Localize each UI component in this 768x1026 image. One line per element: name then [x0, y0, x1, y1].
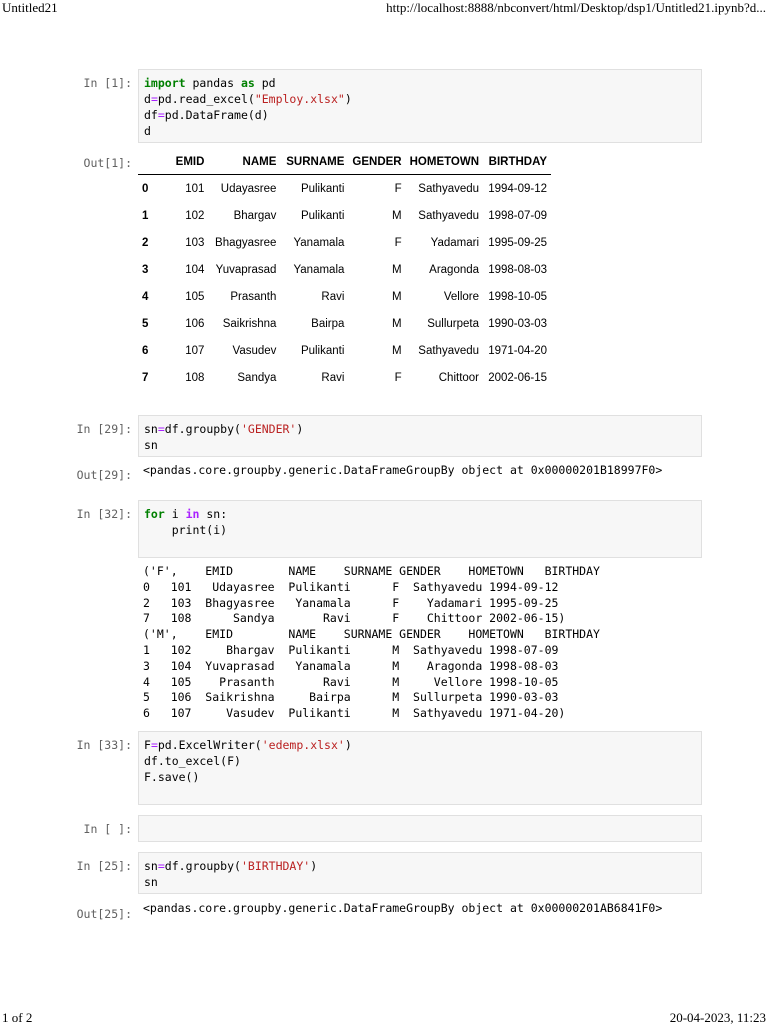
table-cell: Sathyavedu [418, 344, 480, 357]
out-prompt-25: Out[25]: [76, 907, 132, 921]
code-cell-25-source: sn=df.groupby('BIRTHDAY') sn [144, 859, 318, 889]
in-prompt-1: In [1]: [83, 76, 132, 90]
code-cell-1-source: import pandas as pd d=pd.read_excel("Employ.xlsx") df=pd.DataFrame(d) d [144, 76, 352, 138]
output-32: ('F', EMID NAME SURNAME GENDER HOMETOWN BIRTHDAY 0 101 Udayasree Pulikanti F Sathyavedu 1994-09-12 2 103 Bhagyasree Yanamala F Yadamari 1995-09-25 7 108 Sandya Ravi F Chittoor 2002-06-15) ('M', EMID NAME SURNAME GENDER HOMETOWN BIRTHDAY 1 102 Bhargav Pulikanti M Sathyavedu 1998-07-09 3 104 Yuvaprasad Yanamala M Aragonda 1998-08-03 4 105 Prasanth Ravi M Vellore 1998-10-05 5 106 Saikrishna Bairpa M Sullurpeta 1990-03-03 6 107 Vasudev Pulikanti M Sathyavedu 1971-04-20) [143, 564, 600, 721]
table-cell: M [392, 263, 402, 276]
table-cell: 103 [185, 236, 205, 249]
table-cell: M [392, 290, 402, 303]
table-cell: Sathyavedu [418, 182, 480, 195]
table-cell: Ravi [321, 371, 345, 384]
table-cell: Yanamala [293, 263, 345, 276]
code-cell-1[interactable] [138, 69, 702, 143]
column-header: HOMETOWN [406, 150, 483, 175]
output-29: <pandas.core.groupby.generic.DataFrameGroupBy object at 0x00000201B18997F0> [143, 463, 663, 477]
output-25: <pandas.core.groupby.generic.DataFrameGroupBy object at 0x00000201AB6841F0> [143, 901, 663, 915]
table-cell: 107 [185, 344, 205, 357]
code-cell-33-source: F=pd.ExcelWriter('edemp.xlsx') df.to_excel(F) F.save() [144, 738, 352, 784]
table-cell: 1998-10-05 [488, 290, 548, 303]
table-row [138, 229, 551, 256]
table-cell: M [392, 209, 402, 222]
table-cell: 108 [185, 371, 205, 384]
in-prompt-25: In [25]: [76, 859, 132, 873]
table-cell: 2002-06-15 [488, 371, 548, 384]
code-cell-29-source: sn=df.groupby('GENDER') sn [144, 422, 304, 452]
table-cell: Ravi [321, 290, 345, 303]
table-cell: Vellore [443, 290, 480, 303]
page-header-url: http://localhost:8888/nbconvert/html/Desktop/dsp1/Untitled21.ipynb?d... [386, 0, 766, 15]
index-header [138, 150, 160, 175]
table-cell: Saikrishna [222, 317, 277, 330]
table-cell: Pulikanti [300, 344, 345, 357]
table-cell: 101 [185, 182, 205, 195]
row-index: 2 [142, 236, 149, 249]
dataframe-table [138, 150, 551, 391]
column-header: NAME [208, 150, 280, 175]
table-cell: 1998-07-09 [488, 209, 548, 222]
row-index: 4 [142, 290, 149, 303]
row-index: 5 [142, 317, 149, 330]
code-cell-25[interactable] [138, 852, 702, 894]
table-cell: Yanamala [293, 236, 345, 249]
out-prompt-29: Out[29]: [76, 468, 132, 482]
out-prompt-1: Out[1]: [83, 156, 132, 170]
table-row [138, 175, 551, 203]
row-index: 3 [142, 263, 149, 276]
table-row [138, 310, 551, 337]
table-cell: Sullurpeta [427, 317, 480, 330]
table-cell: Sathyavedu [418, 209, 480, 222]
table-cell: Yuvaprasad [215, 263, 277, 276]
table-cell: Vasudev [232, 344, 277, 357]
table-cell: 106 [185, 317, 205, 330]
table-row [138, 337, 551, 364]
column-header: BIRTHDAY [483, 150, 551, 175]
table-cell: M [392, 317, 402, 330]
table-cell: 104 [185, 263, 205, 276]
table-cell: Yadamari [430, 236, 480, 249]
row-index: 7 [142, 371, 149, 384]
page-number: 1 of 2 [2, 1010, 33, 1025]
table-cell: 1990-03-03 [488, 317, 548, 330]
table-cell: Chittoor [438, 371, 480, 384]
in-prompt-empty: In [ ]: [83, 822, 132, 836]
table-cell: 1994-09-12 [488, 182, 548, 195]
table-cell: F [394, 236, 402, 249]
table-cell: Pulikanti [300, 209, 345, 222]
table-row [138, 364, 551, 391]
table-cell: Sandya [237, 371, 277, 384]
column-header: EMID [160, 150, 208, 175]
table-header-row [138, 150, 551, 175]
table-cell: 1971-04-20 [488, 344, 548, 357]
table-cell: Prasanth [230, 290, 277, 303]
table-cell: Bhargav [233, 209, 277, 222]
print-datetime: 20-04-2023, 11:23 [669, 1010, 766, 1025]
code-cell-empty[interactable] [138, 815, 702, 842]
column-header: SURNAME [280, 150, 348, 175]
table-cell: M [392, 344, 402, 357]
row-index: 0 [142, 182, 149, 195]
column-header: GENDER [348, 150, 405, 175]
table-cell: F [394, 182, 402, 195]
table-row [138, 202, 551, 229]
table-cell: Aragonda [429, 263, 480, 276]
code-cell-29[interactable] [138, 415, 702, 457]
table-cell: Bhagyasree [215, 236, 277, 249]
table-cell: 1998-08-03 [488, 263, 548, 276]
code-cell-32-source: for i in sn: print(i) [144, 507, 228, 537]
table-cell: Udayasree [220, 182, 277, 195]
page-header-title: Untitled21 [2, 0, 58, 15]
table-cell: F [394, 371, 402, 384]
code-cell-33[interactable] [138, 731, 702, 805]
table-cell: 1995-09-25 [488, 236, 548, 249]
in-prompt-32: In [32]: [76, 507, 132, 521]
table-cell: 105 [185, 290, 205, 303]
table-cell: Bairpa [311, 317, 345, 330]
table-cell: Pulikanti [300, 182, 345, 195]
in-prompt-33: In [33]: [76, 738, 132, 752]
table-row [138, 283, 551, 310]
row-index: 6 [142, 344, 149, 357]
row-index: 1 [142, 209, 149, 222]
in-prompt-29: In [29]: [76, 422, 132, 436]
table-row [138, 256, 551, 283]
code-cell-32[interactable] [138, 500, 702, 558]
table-cell: 102 [185, 209, 205, 222]
